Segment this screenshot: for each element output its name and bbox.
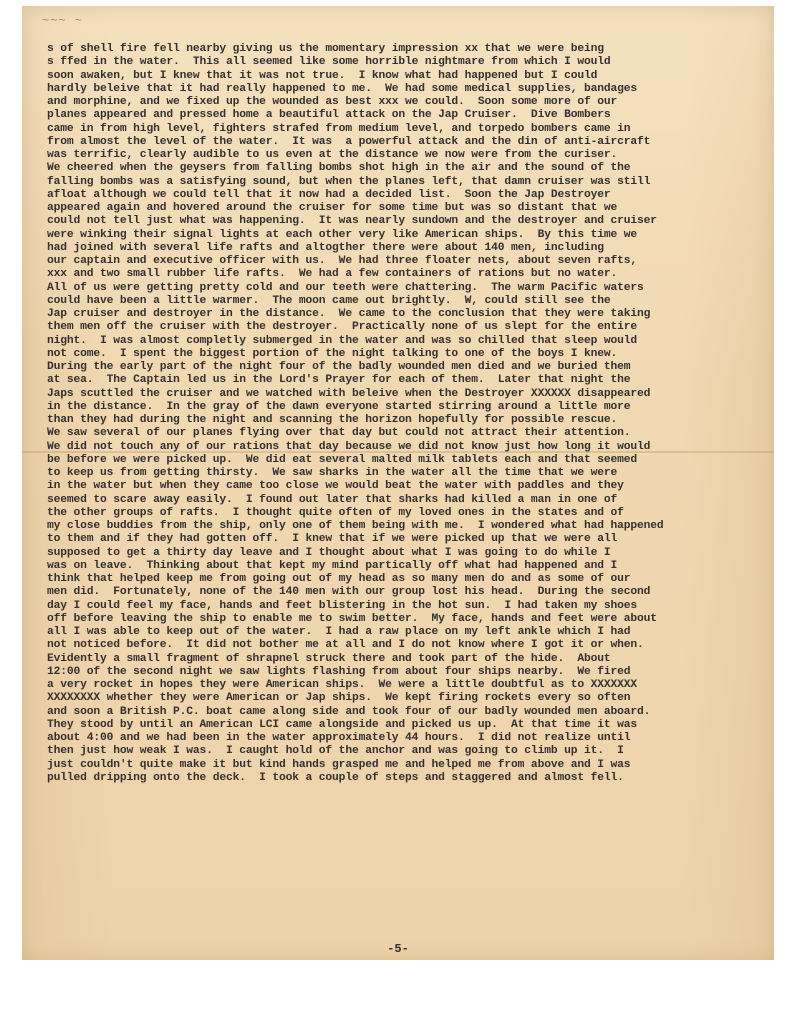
typewritten-body (47, 43, 777, 785)
text-line: then just how weak I was. I caught hold of the anchor and was going to climb up it. I (47, 745, 624, 758)
text-line: a very rocket in hopes they were American ships. We were a little doubtful as to XXXXXXX (47, 679, 638, 691)
text-line: think that helped keep me from going out of my head as so many men do and as some of our (47, 573, 631, 585)
text-line: Jap cruiser and destroyer in the distance. We came to the conclusion that they were taking (47, 308, 651, 320)
text-line: at sea. The Captain led us in the Lord's Prayer for each of them. Later that night the (47, 374, 631, 387)
text-line: 12:00 of the second night we saw lights flashing from about four ships nearby. We fired (47, 665, 631, 678)
text-line: We did not touch any of our rations that day because we did not know just how long it would (47, 440, 651, 453)
text-line: had joined with several life rafts and altogther there were about 140 men, including (47, 241, 604, 254)
text-line: planes appeared and pressed home a beautiful attack on the Jap Cruiser. Dive Bombers (47, 109, 611, 122)
text-line: them men off the cruiser with the destroyer. Practically none of us slept for the entire (47, 321, 638, 334)
text-line: We saw several of our planes flying over that day but could not attract their attention. (47, 427, 631, 440)
text-line: just couldn't quite make it but kind hands grasped me and helped me from above and I was (47, 758, 631, 771)
text-line: were winking their signal lights at each other very like American ships. By this time we (47, 228, 638, 241)
text-line: Japs scuttled the cruiser and we watched with beleive when the Destroyer XXXXXX disappeared (47, 387, 651, 400)
text-line: be before we were picked up. We did eat several malted milk tablets each and that seemed (47, 453, 638, 466)
text-line: day I could feel my face, hands and feet blistering in the hot sun. I had taken my shoes (47, 599, 638, 612)
text-line: seemed to scare away easily. I found out later that sharks had killed a man in one of (47, 493, 618, 506)
text-line: supposed to get a thirty day leave and I thought about what I was going to do while I (47, 546, 611, 559)
text-line: s ffed in the water. This all seemed like some horrible nightmare from which I would (47, 56, 611, 69)
text-line: to them and if they had gotten off. I knew that if we were picked up that we were all (47, 533, 618, 546)
text-line: could have been a little warmer. The moon came out brightly. W, could still see the (47, 294, 611, 307)
text-line: pulled dripping onto the deck. I took a couple of steps and staggered and almost fell. (47, 771, 624, 784)
text-line: the other groups of rafts. I thought quite often of my loved ones in the states and of (47, 506, 624, 519)
text-line: and morphine, and we fixed up the wounded as best xxx we could. Soon some more of our (47, 96, 618, 108)
text-line: appeared again and hovered around the cruiser for some time but was so distant that we (47, 202, 618, 214)
text-line: XXXXXXXX whether they were American or Jap ships. We kept firing rockets every so often (47, 692, 631, 705)
text-line: not noticed before. It did not bother me at all and I do not know where I got it or when. (47, 639, 644, 652)
corner-mark: ~~~ ~ (42, 14, 84, 28)
text-line: night. I was almost completly submerged in the water and was so chilled that sleep would (47, 334, 638, 347)
text-line: They stood by until an American LCI came alongside and picked us up. At that time it was (47, 718, 638, 731)
page-number: -5- (387, 942, 409, 956)
text-line: my close buddies from the ship, only one of them being with me. I wondered what had happened (47, 520, 664, 532)
text-line: was on leave. Thinking about that kept my mind partically off what had happened and I (47, 559, 618, 572)
text-line: came in from high level, fighters strafed from medium level, and torpedo bombers came in (47, 122, 631, 135)
text-line: not come. I spent the biggest portion of the night talking to one of the boys I knew. (47, 347, 618, 360)
text-line: men did. Fortunately, none of the 140 men with our group lost his head. During the second (47, 586, 651, 599)
text-line: could not tell just what was happening. It was nearly sundown and the destroyer and cruiser (47, 215, 657, 228)
text-line: was terrific, clearly audible to us even at the distance we now were from the curiser. (47, 149, 618, 161)
text-line: During the early part of the night four of the badly wounded men died and we buried them (47, 361, 631, 373)
text-line: All of us were getting pretty cold and our teeth were chattering. The warm Pacific waters (47, 281, 644, 294)
text-line: hardly beleive that it had really happened to me. We had some medical supplies, bandages (47, 82, 638, 95)
text-line: s of shell fire fell nearby giving us the momentary impression xx that we were being (47, 43, 604, 55)
text-line: We cheered when the geysers from falling bombs shot high in the air and the sound of the (47, 162, 631, 175)
text-line: our captain and executive officer with us. We had three floater nets, about seven rafts, (47, 255, 638, 267)
text-line: to keep us from getting thirsty. We saw sharks in the water all the time that we were (47, 467, 618, 479)
text-line: Evidently a small fragment of shrapnel struck there and took part of the hide. About (47, 652, 611, 665)
text-line: about 4:00 and we had been in the water approximately 44 hours. I did not realize until (47, 732, 631, 744)
document-page (22, 6, 774, 960)
text-line: afloat although we could tell that it now had a decided list. Soon the Jap Destroyer (47, 188, 611, 201)
text-line: from almost the level of the water. It was a powerful attack and the din of anti-aircraft (47, 135, 651, 148)
text-line: off before leaving the ship to enable me to swim better. My face, hands and feet were about (47, 612, 657, 625)
text-line: all I was able to keep out of the water. I had a raw place on my left ankle which I had (47, 626, 631, 638)
text-line: than they had during the night and scanning the horizon hopefully for possible rescue. (47, 414, 618, 426)
text-line: falling bombs was a satisfying sound, but when the planes left, that damn cruiser was still (47, 175, 651, 188)
text-line: in the water but when they came too close we would beat the water with paddles and they (47, 480, 624, 493)
text-line: soon awaken, but I knew that it was not true. I know what had happened but I could (47, 69, 598, 82)
text-line: and soon a British P.C. boat came along side and took four of our badly wounded men aboard. (47, 705, 651, 718)
text-line: in the distance. In the gray of the dawn everyone started stirring around a little more (47, 400, 631, 413)
text-line: xxx and two small rubber life rafts. We had a few containers of rations but no water. (47, 268, 618, 281)
